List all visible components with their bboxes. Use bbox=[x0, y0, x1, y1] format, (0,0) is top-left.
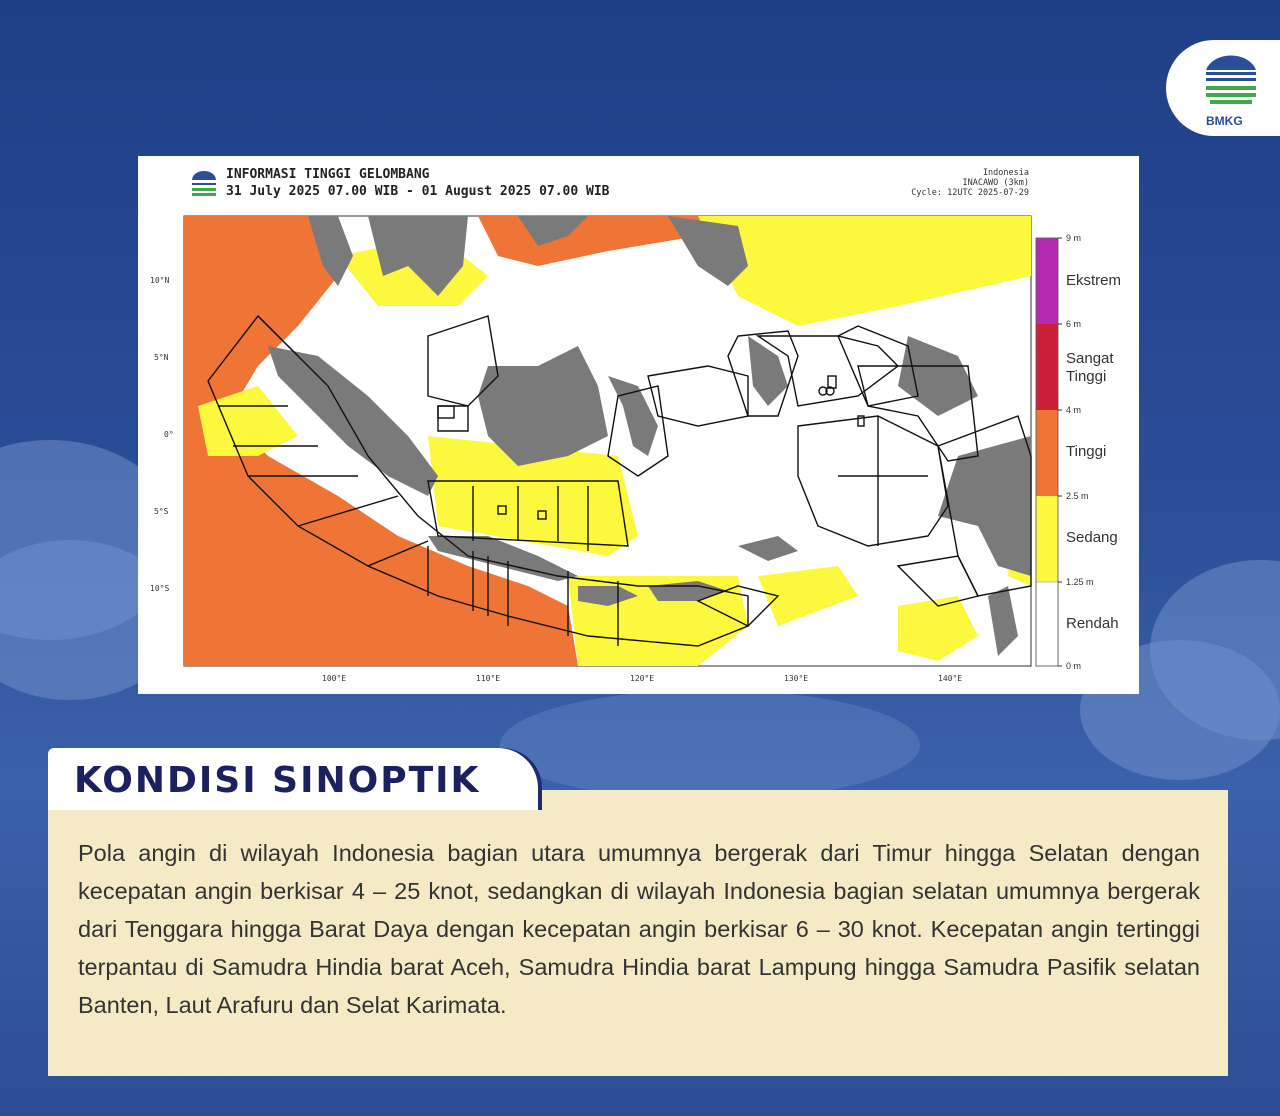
legend-label-tinggi: Tinggi bbox=[1066, 443, 1107, 460]
bmkg-emblem-icon bbox=[1200, 48, 1262, 114]
lon-label: 100°E bbox=[322, 674, 347, 683]
map-meta-cycle: Cycle: 12UTC 2025-07-29 bbox=[911, 188, 1029, 198]
legend-tick: 2.5 m bbox=[1066, 491, 1089, 501]
map-bmkg-emblem-icon bbox=[192, 171, 216, 196]
lat-label: 5°S bbox=[154, 507, 169, 516]
lon-label: 130°E bbox=[784, 674, 809, 683]
map-meta-model: INACAWO (3km) bbox=[962, 178, 1029, 188]
bmkg-logo bbox=[1166, 40, 1280, 136]
lon-label: 120°E bbox=[630, 674, 655, 683]
lat-label: 10°S bbox=[150, 584, 170, 593]
legend-label-sedang: Sedang bbox=[1066, 529, 1118, 546]
map-title-line2: 31 July 2025 07.00 WIB - 01 August 2025 07.00 WIB bbox=[226, 184, 610, 199]
legend-label-rendah: Rendah bbox=[1066, 615, 1119, 632]
sinoptik-heading: KONDISI SINOPTIK bbox=[74, 760, 481, 801]
legend-swatch-rendah bbox=[1036, 582, 1058, 666]
map-meta bbox=[911, 168, 1029, 198]
legend-swatch-tinggi bbox=[1036, 410, 1058, 496]
lon-label: 110°E bbox=[476, 674, 501, 683]
sinoptik-body: Pola angin di wilayah Indonesia bagian utara umumnya bergerak dari Timur hingga Selatan dengan kecepatan angin berkisar 4 – 25 knot, sedangkan di wilayah Indonesia bagian selatan umumnya bergerak dari Tenggara hingga Barat Daya dengan kecepatan angin berkisar 6 – 30 knot. Kecepatan angin tertinggi terpantau di Samudra Hindia barat Aceh, Samudra Hindia barat Lampung hingga Samudra Pasifik selatan Banten, Laut Arafuru dan Selat Karimata. bbox=[78, 840, 1200, 1018]
legend-label-ekstrem: Ekstrem bbox=[1066, 272, 1122, 289]
legend-tick: 6 m bbox=[1066, 319, 1082, 329]
legend-swatch-sedang bbox=[1036, 496, 1058, 582]
sinoptik-panel bbox=[48, 790, 1228, 1076]
legend-tick: 9 m bbox=[1066, 233, 1082, 243]
map-meta-region: Indonesia bbox=[982, 168, 1029, 178]
legend-label-sangat-tinggi: Sangat Tinggi bbox=[1066, 350, 1114, 385]
wave-map-graphic bbox=[138, 156, 1139, 694]
lat-label: 10°N bbox=[150, 276, 170, 285]
legend-tick: 1.25 m bbox=[1066, 577, 1094, 587]
map-title bbox=[226, 166, 610, 200]
legend-swatch-ekstrem bbox=[1036, 238, 1058, 324]
lat-label: 0° bbox=[164, 430, 174, 439]
legend-tick: 0 m bbox=[1066, 661, 1082, 671]
legend-tick: 4 m bbox=[1066, 405, 1082, 415]
wave-height-map bbox=[138, 156, 1139, 694]
sinoptik-heading-tab bbox=[48, 748, 538, 810]
lat-label: 5°N bbox=[154, 353, 169, 362]
legend-swatch-sangat-tinggi bbox=[1036, 324, 1058, 410]
map-title-line1: INFORMASI TINGGI GELOMBANG bbox=[226, 167, 430, 182]
background-cloud bbox=[500, 690, 920, 800]
lon-label: 140°E bbox=[938, 674, 963, 683]
bmkg-logo-text: BMKG bbox=[1206, 114, 1243, 128]
